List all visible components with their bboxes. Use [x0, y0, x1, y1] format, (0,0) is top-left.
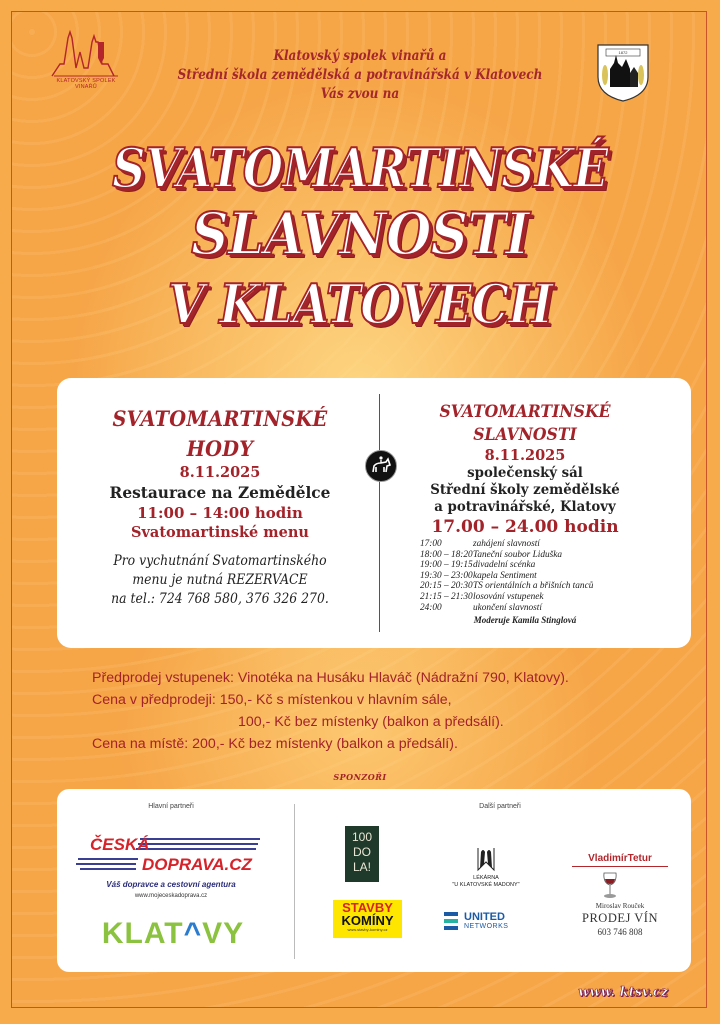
- note-line-1: Pro vychutnání Svatomartinského: [113, 553, 327, 569]
- lekarna-line-2: "U KLATOVSKÉ MADONY": [452, 882, 520, 888]
- title-line-1: SVATOMARTINSKÉ: [112, 136, 608, 200]
- school-crest-icon: [596, 43, 650, 103]
- slavnosti-venue-3: a potravinářské, Klatovy: [434, 499, 616, 515]
- schedule-time: 21:15 – 21:30: [420, 591, 473, 602]
- klatovsky-spolek-vinaru-logo: [48, 28, 124, 94]
- schedule-time: 19:30 – 23:00: [420, 570, 473, 581]
- lekarna-text: [436, 875, 536, 889]
- stavby-kominy-logo: [333, 900, 402, 938]
- united-networks-logo: [442, 909, 532, 933]
- schedule-item: losování vstupenek: [473, 591, 544, 602]
- stavby-line-1: STAVBY: [342, 900, 393, 915]
- slavnosti-date: 8.11.2025: [484, 447, 566, 464]
- schedule-row: [420, 560, 650, 571]
- slavnosti-heading-2: SLAVNOSTI: [473, 425, 577, 445]
- title-line-3: V KLATOVECH: [167, 272, 553, 336]
- sponsors-title: SPONZOŘI: [333, 772, 387, 782]
- schedule-time: 19:00 – 19:15: [420, 560, 473, 571]
- ceska-doprava-bottom: DOPRAVA.CZ: [142, 855, 252, 874]
- vladimir-underline: [572, 866, 668, 867]
- hody-reservation-note: [82, 552, 358, 609]
- schedule-item: zahájení slavností: [473, 539, 540, 549]
- schedule-item: kapela Sentiment: [473, 570, 537, 581]
- intro-text: [154, 47, 567, 104]
- other-partners-heading: Další partneři: [479, 803, 521, 810]
- presale-location: Předprodej vstupenek: Vinotéka na Husáku Hlaváč (Nádražní 790, Klatovy).: [92, 670, 569, 686]
- vladimir-tetur-logo: VladimírTetur: [588, 853, 652, 864]
- ticket-info: [92, 667, 652, 755]
- slavnosti-time: 17.00 – 24.00 hodin: [431, 517, 619, 537]
- klatovy-text-1: KLAT: [101, 917, 184, 950]
- main-partners-heading: Hlavní partneři: [148, 803, 194, 810]
- madonna-icon: [472, 846, 500, 874]
- moderator: Moderuje Kamila Stinglová: [473, 615, 577, 625]
- united-line-1: UNITED: [464, 911, 505, 923]
- prodej-vin-phone: 603 746 808: [597, 927, 643, 937]
- logo-stripe: [136, 848, 256, 850]
- schedule-item: divadelní scénka: [473, 560, 536, 571]
- klatovy-logo: [88, 917, 258, 951]
- schedule-time: 17:00: [420, 539, 442, 549]
- schedule-time: 24:00: [420, 602, 442, 613]
- door-price: Cena na místě: 200,- Kč bez místenky (balkon a předsálí).: [92, 736, 458, 752]
- lekarna-line-1: LÉKÁRNA: [473, 875, 499, 881]
- klatovy-text-2: VY: [202, 917, 245, 950]
- slavnosti-venue-1: společenský sál: [467, 465, 583, 481]
- hody-menu: Svatomartinské menu: [131, 524, 309, 541]
- schedule-item: TS orientálních a břišních tanců: [473, 581, 594, 592]
- intro-line-2: Střední škola zemědělská a potravinářská v Klatovech: [177, 67, 543, 83]
- schedule-item: ukončení slavností: [473, 602, 542, 613]
- stavby-url: www.stavby-kominy.cz: [347, 927, 388, 932]
- svg-text:1872: 1872: [618, 50, 628, 55]
- wine-glass-logo: [600, 871, 620, 901]
- event-divider: [379, 394, 380, 632]
- sto-dolu-logo: [345, 826, 379, 882]
- website-link[interactable]: www. ktsv.cz: [578, 985, 668, 1000]
- schedule-row: [420, 581, 650, 592]
- hody-date: 8.11.2025: [179, 464, 261, 481]
- hody-heading-1: SVATOMARTINSKÉ: [112, 406, 328, 431]
- klatovy-accent-icon: ^: [183, 917, 203, 950]
- presale-price-2: 100,- Kč bez místenky (balkon a předsálí).: [238, 714, 504, 730]
- sto-dolu-line-3: LA!: [352, 860, 371, 874]
- schedule-row: [420, 539, 650, 550]
- note-line-2: menu je nutná REZERVACE: [132, 572, 308, 588]
- intro-line-1: Klatovský spolek vinařů a: [273, 48, 447, 64]
- schedule-item: Taneční soubor Liduška: [473, 549, 563, 560]
- hody-time: 11:00 – 14:00 hodin: [137, 504, 303, 522]
- schedule-row: [420, 592, 650, 603]
- lekarna-logo: [472, 846, 500, 874]
- logo-stripe: [78, 858, 138, 860]
- logo-stripe: [80, 868, 136, 870]
- ceska-doprava-url: www.mojeceskadoprava.cz: [134, 893, 208, 899]
- sto-dolu-line-2: DO: [353, 845, 371, 859]
- event-hody: [70, 404, 370, 609]
- program-schedule: [420, 539, 650, 613]
- church-towers-icon: [48, 28, 124, 78]
- school-crest: [596, 43, 650, 103]
- logo-stripe: [76, 863, 136, 865]
- sto-dolu-line-1: 100: [351, 830, 373, 844]
- title-line-2: SLAVNOSTI: [191, 200, 529, 268]
- ceska-doprava-top: ČESKÁ: [90, 835, 150, 854]
- event-slavnosti: [400, 401, 650, 539]
- schedule-row: [420, 550, 650, 561]
- schedule-time: 18:00 – 18:20: [420, 549, 473, 560]
- st-martin-horseman-icon: [366, 451, 396, 481]
- roucek-name: Miroslav Rouček: [595, 902, 645, 910]
- partners-divider: [294, 804, 295, 959]
- hody-heading-2: HODY: [186, 436, 254, 461]
- schedule-row: [420, 571, 650, 582]
- schedule-row: [420, 603, 650, 614]
- ceska-doprava-slogan: Váš dopravce a cestovní agentura: [106, 880, 236, 889]
- logo-stripe: [138, 843, 258, 845]
- logo-stripe: [140, 838, 260, 840]
- intro-line-3: Vás zvou na: [320, 86, 400, 102]
- presale-price-1: Cena v předprodeji: 150,- Kč s místenkou v hlavním sále,: [92, 692, 452, 708]
- wine-glass-icon: [600, 871, 620, 901]
- prodej-vin: PRODEJ VÍN: [582, 911, 658, 925]
- note-line-3: na tel.: 724 768 580, 376 326 270.: [111, 591, 329, 607]
- slavnosti-heading-1: SVATOMARTINSKÉ: [439, 402, 611, 422]
- ceska-doprava-logo: [76, 828, 266, 878]
- stavby-line-2: KOMÍNY: [341, 913, 394, 928]
- hody-venue: Restaurace na Zemědělce: [109, 483, 331, 502]
- schedule-time: 20:15 – 20:30: [420, 581, 473, 592]
- united-line-2: NETWORKS: [464, 923, 509, 930]
- united-networks-icon: [444, 912, 458, 930]
- logo-left-caption: KLATOVSKÝ SPOLEK VINAŘŮ: [56, 78, 116, 90]
- slavnosti-venue-2: Střední školy zemědělské: [430, 482, 620, 498]
